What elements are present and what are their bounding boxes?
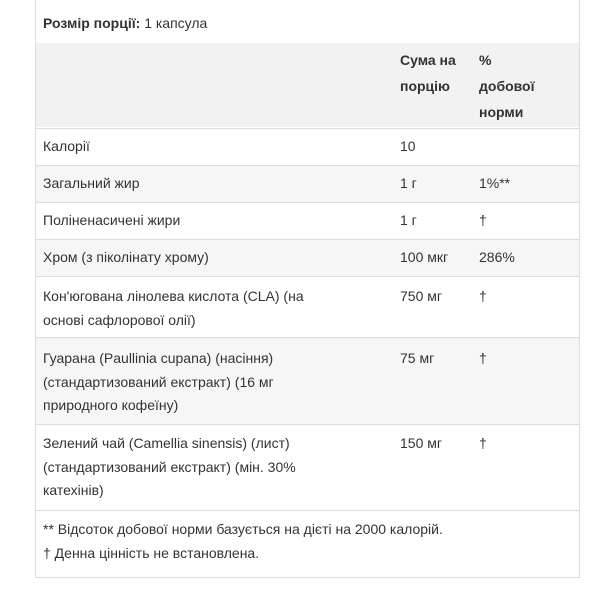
serving-size [43, 13, 207, 33]
nutrient-amount: 75 мг [400, 350, 435, 366]
column-header-row [36, 43, 579, 127]
nutrient-name: Поліненасичені жири [43, 212, 181, 228]
nutrient-amount: 750 мг [400, 288, 442, 304]
nutrient-amount: 1 г [400, 175, 417, 191]
footnote-daily-value-basis: ** Відсоток добової норми базується на дієті на 2000 калорій. [43, 521, 443, 537]
amount-per-serving-header: Сума на порцію [400, 52, 456, 94]
footnote-not-established: † Денна цінність не встановлена. [43, 545, 260, 561]
table-row [36, 337, 579, 424]
nutrient-name: Кон'югована лінолева кислота (CLA) (на основі сафлорової олії) [43, 288, 304, 328]
table-row [36, 202, 579, 239]
supplement-facts-table [35, 0, 580, 578]
table-row [36, 239, 579, 276]
nutrient-daily-value: 286% [479, 249, 515, 265]
nutrient-name: Хром (з піколінату хрому) [43, 249, 209, 265]
table-row [36, 424, 579, 510]
nutrient-daily-value: † [479, 350, 487, 366]
nutrient-daily-value: † [479, 435, 487, 451]
nutrient-amount: 150 мг [400, 435, 442, 451]
nutrient-name: Гуарана (Paullinia cupana) (насіння) (стандартизований екстракт) (16 мг природного кофеїну) [43, 350, 274, 413]
nutrient-amount: 100 мкг [400, 249, 449, 265]
nutrient-amount: 10 [400, 138, 416, 154]
table-row [36, 128, 579, 165]
nutrient-name: Калорії [43, 138, 90, 154]
nutrient-daily-value: 1%** [479, 175, 511, 191]
nutrient-name: Загальний жир [43, 175, 140, 191]
table-row [36, 276, 579, 337]
nutrient-name: Зелений чай (Camellia sinensis) (лист) (стандартизований екстракт) (мін. 30% катехінів) [43, 435, 296, 498]
nutrient-amount: 1 г [400, 212, 417, 228]
serving-size-label: Розмір порції: [43, 15, 141, 31]
daily-value-header: % добової норми [479, 52, 535, 120]
footnotes [36, 510, 579, 577]
nutrient-daily-value: † [479, 212, 487, 228]
table-row [36, 165, 579, 202]
nutrient-daily-value: † [479, 288, 487, 304]
serving-size-value: 1 капсула [144, 15, 208, 31]
